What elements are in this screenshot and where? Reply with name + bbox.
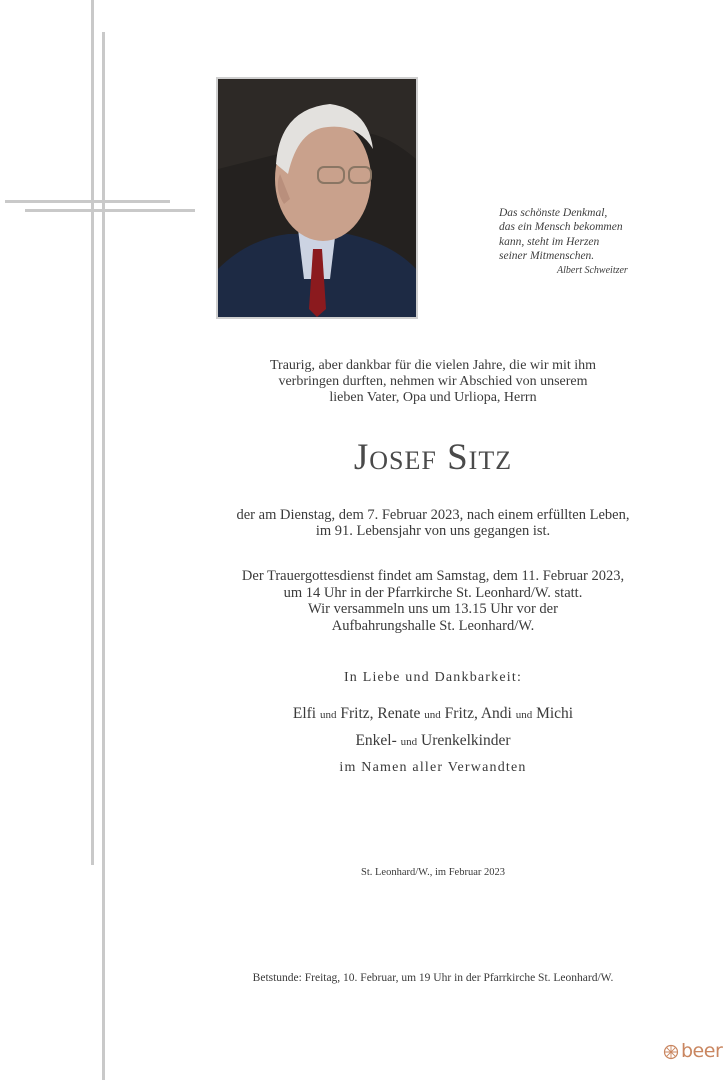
deceased-name: Josef Sitz [353,437,513,478]
death-notice [150,507,716,539]
funeral-line: Der Trauergottesdienst findet am Samstag, dem 11. Februar 2023, [241,568,625,584]
mourner-name: Urenkelkinder [421,732,511,749]
mourner-name: Michi [536,705,574,722]
mourner-conjunction: und [515,709,533,721]
funeral-line: Wir versammeln uns um 13.15 Uhr vor der [308,601,558,617]
cross-horizontal-upper [5,200,170,203]
portrait-photo [216,77,418,319]
portrait-illustration [218,79,416,317]
mourner-name: Fritz, Renate [340,705,421,722]
mourner-conjunction: und [400,736,418,748]
death-notice-line: im 91. Lebensjahr von uns gegangen ist. [315,523,551,539]
quote-line: Das schönste Denkmal, [499,207,608,219]
mourner-name: Fritz, Andi [444,705,512,722]
cross-horizontal-lower [25,209,195,212]
mourner-name: Elfi [292,705,317,722]
quote-line: kann, steht im Herzen [499,235,600,248]
funeral-line: um 14 Uhr in der Pfarrkirche St. Leonhard/W. statt. [283,584,583,601]
mourners-grandchildren-line [150,728,716,755]
cross-vertical-left [91,0,94,865]
intro-line: Traurig, aber dankbar für die vielen Jahre, die wir mit ihm [269,358,597,373]
logo-text: beer [681,1040,723,1062]
funeral-info [150,568,716,634]
funeral-line: Aufbahrungshalle St. Leonhard/W. [331,617,535,634]
place-date: St. Leonhard/W., im Februar 2023 [361,867,505,878]
mourner-conjunction: und [424,709,441,721]
quote-line: das ein Mensch bekommen [499,221,623,234]
intro-text [150,358,716,406]
quote-line: seiner Mitmenschen. [499,250,595,263]
death-notice-line: der am Dienstag, dem 7. Februar 2023, nach einem erfüllten Leben, [236,507,630,523]
mourners-family [150,701,716,755]
dandelion-icon [663,1043,679,1065]
mourners-relatives: im Namen aller Verwandten [339,760,527,775]
mourners-family-line [150,701,716,728]
quote-block [499,206,699,278]
intro-line: lieben Vater, Opa und Urliopa, Herrn [329,390,537,405]
mourners-heading: In Liebe und Dankbarkeit: [343,670,523,685]
mourner-name: Enkel- [355,732,397,749]
intro-line: verbringen durften, nehmen wir Abschied von unserem [278,374,588,389]
mourner-conjunction: und [319,709,337,721]
cross-vertical-right [102,32,105,1080]
quote-author: Albert Schweitzer [557,264,628,276]
prayer-notice: Betstunde: Freitag, 10. Februar, um 19 Uhr in der Pfarrkirche St. Leonhard/W. [252,972,614,984]
beer-logo [663,1040,722,1065]
